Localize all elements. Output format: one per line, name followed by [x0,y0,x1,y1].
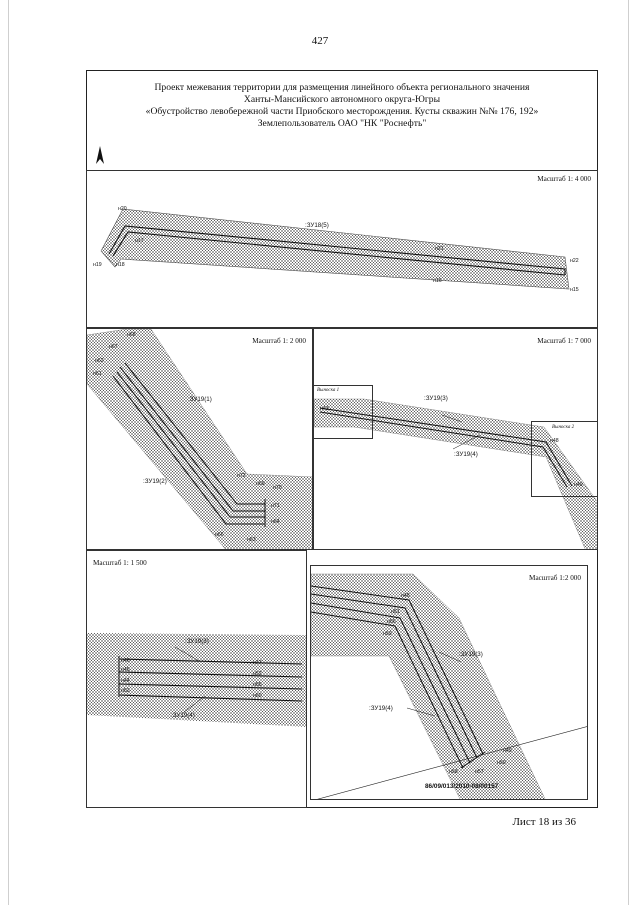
point-label: н55 [253,682,262,688]
header-line-4: Землепользователь ОАО "НК "Роснефть" [257,118,427,129]
plot-label: :ЗУ19(4) [369,705,393,712]
point-label: н50 [497,760,506,766]
plot-label: :ЗУ19(3) [185,638,209,645]
scale-label: Масштаб 1: 7 000 [537,337,591,345]
page-number: 427 [311,35,329,47]
scale-label: Масштаб 1: 4 000 [537,175,591,183]
scan-margin-right [628,0,629,905]
point-label: н43 [320,406,329,412]
map-panel-bottom-left [86,550,307,808]
point-label: н62 [95,358,104,364]
point-label: н68 [127,332,136,338]
point-label: н70 [273,485,282,491]
point-label: н66 [215,532,224,538]
map-panel-middle-right [313,328,598,550]
point-label: н53 [121,688,130,694]
scale-label: Масштаб 1:2 000 [529,574,581,582]
plot-label: :ЗУ19(2) [143,478,167,485]
point-label: н49 [574,482,583,488]
point-label: н21 [435,246,444,252]
point-label: н71 [271,503,280,509]
document-header [86,82,598,130]
point-label: н15 [570,287,579,293]
plot-label: :ЗУ19(3) [459,651,483,658]
point-label: н44 [121,678,130,684]
scan-margin-left [8,0,9,905]
north-arrow-icon [96,146,104,164]
plot-label: :ЗУ19(4) [171,712,195,719]
callout-label: Выноска 2 [552,425,575,430]
plot-label: :ЗУ18(5) [305,222,329,229]
point-label: н17 [135,238,144,244]
point-label: н47 [253,660,262,666]
point-label: н57 [475,769,484,775]
plot-label: :ЗУ19(4) [454,451,478,458]
cadastral-number: 86/09/013/2010-08/00157 [425,783,499,790]
point-label: н64 [271,519,280,525]
point-label: н56 [387,619,396,625]
map-panel-top [86,170,598,328]
point-label: н46 [121,658,130,664]
plot-label: :ЗУ19(1) [188,396,212,403]
point-label: н58 [449,769,458,775]
point-label: н59 [383,631,392,637]
sheet-number: Лист 18 из 36 [512,816,576,828]
callout-box-2 [531,421,598,497]
map-panel-bottom-right [310,565,588,800]
point-label: н19 [93,262,102,268]
point-label: н48 [401,593,410,599]
point-label: н49 [503,748,512,754]
point-label: н60 [253,693,262,699]
map-middle-left-drawing [87,329,313,550]
map-top-drawing [87,171,598,328]
point-label: н67 [109,344,118,350]
point-label: н63 [247,537,256,543]
plot-label: :ЗУ19(3) [424,395,448,402]
scale-label: Масштаб 1: 1 500 [93,559,147,567]
map-bottom-right-drawing [311,566,588,800]
map-bottom-left-drawing [87,551,307,808]
callout-label: Выноска 1 [317,388,340,393]
point-label: н61 [93,371,102,377]
header-line-3: «Обустройство левобережной части Приобского месторождения. Кусты скважин №№ 176, 192» [145,106,539,117]
point-label: н45 [121,667,130,673]
point-label: н18 [116,262,125,268]
point-label: н72 [237,473,246,479]
header-line-2: Ханты-Мансийского автономного округа-Югры [243,94,441,105]
point-label: н16 [433,278,442,284]
point-label: н52 [253,671,262,677]
point-label: н69 [256,481,265,487]
header-line-1: Проект межевания территории для размещения линейного объекта регионального значения [154,82,530,93]
point-label: н20 [118,206,127,212]
point-label: н48 [550,438,559,444]
point-label: н51 [391,609,400,615]
scale-label: Масштаб 1: 2 000 [252,337,306,345]
map-panel-middle-left [86,328,313,550]
point-label: н22 [570,258,579,264]
